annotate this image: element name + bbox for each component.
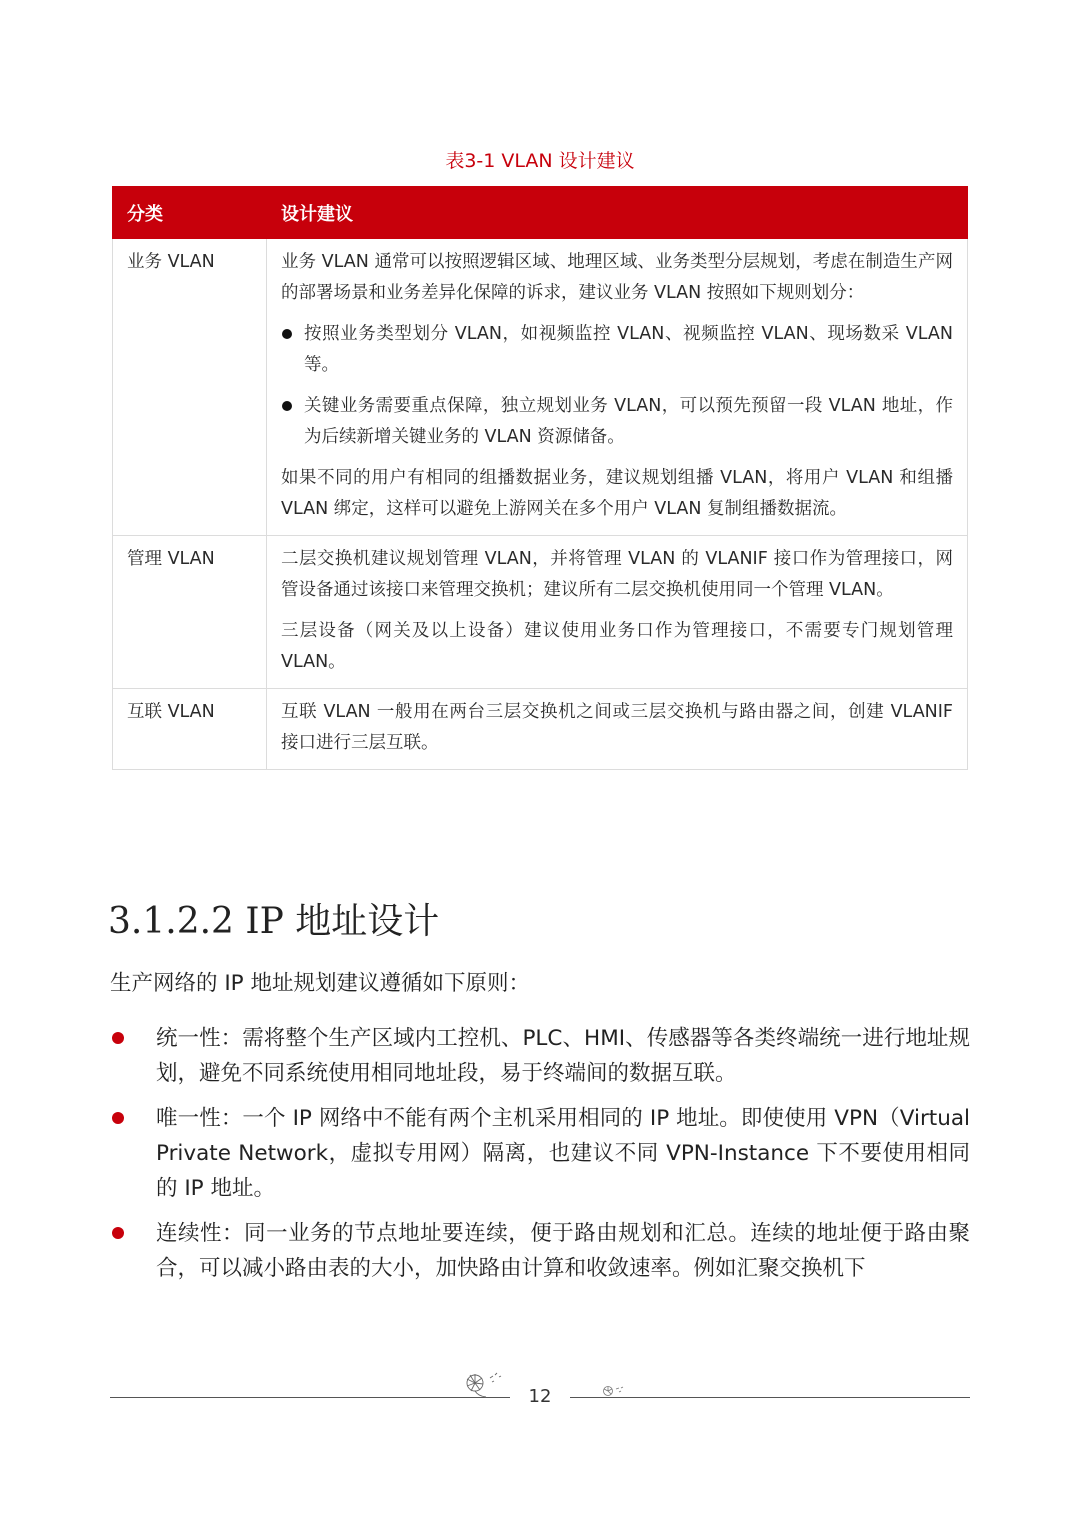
page-number: 12 — [528, 1386, 552, 1407]
row-suggestion — [267, 689, 968, 770]
row-suggestion — [267, 239, 968, 536]
table-row — [113, 239, 968, 536]
table-caption: 表3-1 VLAN 设计建议 — [445, 150, 635, 172]
principle-item: 统一性：需将整个生产区域内工控机、PLC、HMI、传感器等各类终端统一进行地址规划，避免不同系统使用相同地址段，易于终端间的数据互联。 — [110, 1021, 970, 1091]
suggestion-bullet: 关键业务需要重点保障，独立规划业务 VLAN，可以预先预留一段 VLAN 地址，作为后续新增关键业务的 VLAN 资源储备。 — [281, 391, 953, 453]
principle-item: 唯一性：一个 IP 网络中不能有两个主机采用相同的 IP 地址。即使使用 VPN（Virtual Private Network，虚拟专用网）隔离，也建议不同 VPN-Instance 下不要使用相同的 IP 地址。 — [110, 1101, 970, 1206]
table-row — [113, 536, 968, 689]
vlan-design-table — [112, 186, 968, 770]
section-heading: 3.1.2.2 IP 地址设计 — [108, 901, 440, 942]
principles-list — [110, 1021, 970, 1286]
row-suggestion — [267, 536, 968, 689]
suggestion-bullet-list — [281, 319, 953, 453]
suggestion-paragraph: 如果不同的用户有相同的组播数据业务，建议规划组播 VLAN，将用户 VLAN 和组播 VLAN 绑定，这样可以避免上游网关在多个用户 VLAN 复制组播数据流。 — [281, 468, 953, 519]
section-intro: 生产网络的 IP 地址规划建议遵循如下原则： — [110, 971, 530, 996]
suggestion-bullet: 按照业务类型划分 VLAN，如视频监控 VLAN、视频监控 VLAN、现场数采 VLAN 等。 — [281, 319, 953, 381]
row-category: 互联 VLAN — [113, 689, 267, 770]
table-row — [113, 689, 968, 770]
suggestion-paragraph: 三层设备（网关及以上设备）建议使用业务口作为管理接口，不需要专门规划管理 VLAN。 — [281, 621, 953, 672]
suggestion-paragraph: 业务 VLAN 通常可以按照逻辑区域、地理区域、业务类型分层规划，考虑在制造生产网的部署场景和业务差异化保障的诉求，建议业务 VLAN 按照如下规则划分： — [281, 252, 953, 303]
footer-divider-right — [570, 1397, 970, 1398]
row-category: 业务 VLAN — [113, 239, 267, 536]
footer-divider-left — [110, 1397, 510, 1398]
table-header-row — [113, 187, 968, 239]
suggestion-paragraph: 二层交换机建议规划管理 VLAN，并将管理 VLAN 的 VLANIF 接口作为管理接口，网管设备通过该接口来管理交换机；建议所有二层交换机使用同一个管理 VLAN。 — [281, 549, 953, 600]
header-suggestion: 设计建议 — [267, 187, 968, 239]
dandelion-icon — [462, 1370, 508, 1398]
principle-item: 连续性：同一业务的节点地址要连续，便于路由规划和汇总。连续的地址便于路由聚合，可以减小路由表的大小，加快路由计算和收敛速率。例如汇聚交换机下 — [110, 1216, 970, 1286]
suggestion-paragraph: 互联 VLAN 一般用在两台三层交换机之间或三层交换机与路由器之间，创建 VLANIF 接口进行三层互联。 — [281, 702, 953, 753]
header-category: 分类 — [113, 187, 267, 239]
row-category: 管理 VLAN — [113, 536, 267, 689]
dandelion-seed-icon — [600, 1383, 630, 1399]
